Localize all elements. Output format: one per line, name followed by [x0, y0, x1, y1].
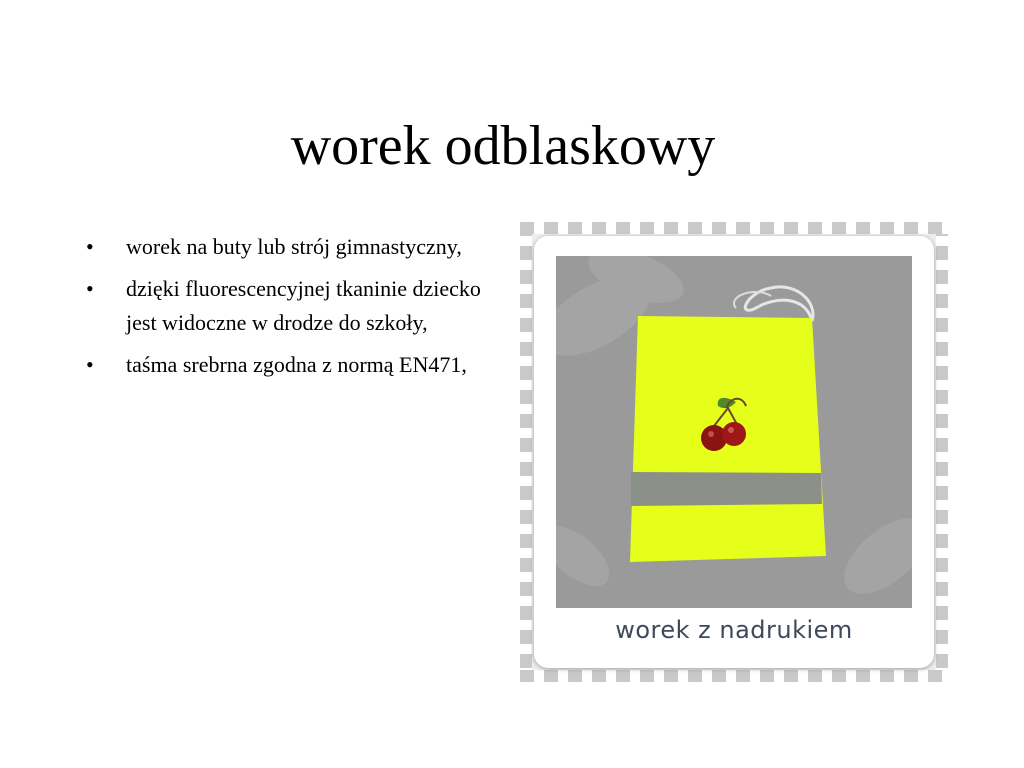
- reflective-bag-illustration: [556, 256, 912, 608]
- bullet-text: worek na buty lub strój gimnastyczny,: [126, 234, 462, 259]
- bullet-icon: •: [86, 276, 94, 301]
- bullet-list: [86, 230, 506, 390]
- product-photo-frame: [520, 222, 948, 682]
- bullet-icon: •: [86, 352, 94, 377]
- product-photo-card: [534, 236, 934, 668]
- bullet-text: dzięki fluorescencyjnej tkaninie dziecko jest widoczne w drodze do szkoły,: [126, 276, 481, 335]
- bullet-item: [86, 230, 506, 264]
- slide-title: worek odblaskowy: [290, 115, 716, 177]
- product-photo: [556, 256, 912, 608]
- bullet-item: [86, 272, 506, 340]
- reflective-stripe: [631, 472, 822, 506]
- photo-caption: worek z nadrukiem: [615, 616, 853, 644]
- bullet-text: taśma srebrna zgodna z normą EN471,: [126, 352, 467, 377]
- bullet-item: [86, 348, 506, 382]
- bullet-icon: •: [86, 234, 94, 259]
